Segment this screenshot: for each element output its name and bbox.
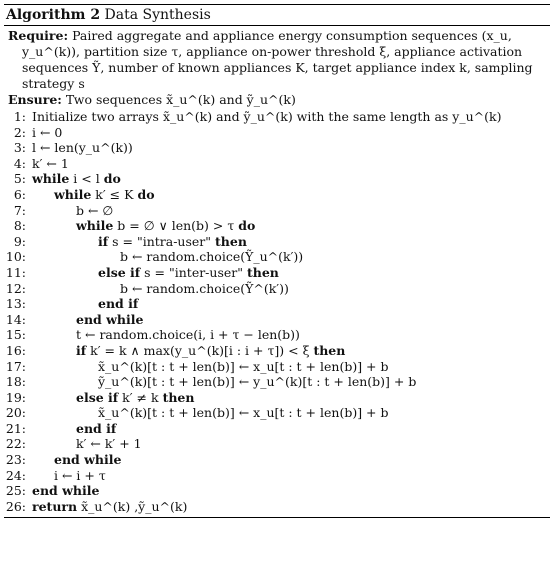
algorithm-line [4, 312, 550, 328]
line-text: k′ = k ∧ max(y_u^(k)[i : i + τ]) < ξ [90, 342, 310, 358]
algorithm-line [4, 343, 550, 359]
line-body [98, 234, 247, 250]
line-number: 16: [5, 342, 26, 358]
ensure-keyword: Ensure: [8, 92, 62, 107]
line-body [76, 343, 345, 359]
algorithm-line [4, 156, 550, 172]
line-body [76, 312, 143, 328]
line-number: 26: [5, 498, 26, 514]
line-number: 11: [5, 264, 26, 280]
line-text: x̃_u^(k)[t : t + len(b)] ← x_u[t : t + len(b)] + b [98, 358, 389, 374]
line-number: 12: [5, 280, 26, 296]
line-number: 17: [5, 358, 26, 374]
line-keyword-end: do [238, 218, 256, 234]
line-number: 8: [13, 218, 26, 234]
line-body [54, 468, 106, 484]
line-body [32, 109, 501, 125]
line-number: 4: [13, 155, 26, 171]
line-text: x̃_u^(k) ,ỹ_u^(k) [81, 498, 188, 514]
line-body [76, 421, 116, 437]
line-text: s = "inter-user" [144, 264, 243, 280]
line-keyword: return [32, 498, 78, 514]
algorithm-line [4, 421, 550, 437]
line-text: k′ ≠ k [122, 389, 159, 405]
line-text: k′ ≤ K [95, 186, 134, 202]
line-text: k′ ← k′ + 1 [76, 436, 142, 452]
line-body [32, 140, 133, 156]
line-number: 7: [13, 202, 26, 218]
line-keyword: end while [76, 311, 144, 327]
line-body [32, 156, 69, 172]
line-text: b = ∅ ∨ len(b) > τ [117, 218, 235, 234]
algorithm-line [4, 374, 550, 390]
line-number: 21: [5, 420, 26, 436]
algorithm-line [4, 327, 550, 343]
line-number: 10: [5, 249, 26, 265]
line-body [54, 452, 121, 468]
line-body [32, 125, 62, 141]
line-body [120, 249, 303, 265]
require-text: Paired aggregate and appliance energy consumption sequences (x_u, y_u^(k)), partition size τ, appliance on-power threshold ξ, appliance activation sequences Ỹ, number of known appliances K, target appliance index k, sampling strategy s [22, 28, 533, 91]
algorithm-line [4, 249, 550, 265]
line-body [98, 405, 389, 421]
bottom-rule [4, 517, 550, 518]
algorithm-line [4, 405, 550, 421]
algorithm-line [4, 218, 550, 234]
line-keyword: else if [76, 389, 119, 405]
algorithm-line [4, 390, 550, 406]
line-keyword: while [54, 186, 92, 202]
algorithm-label: Algorithm 2 [6, 7, 101, 23]
line-body [76, 390, 194, 406]
algorithm-block [4, 4, 550, 518]
line-number: 24: [5, 467, 26, 483]
line-keyword: end if [76, 420, 117, 436]
algorithm-line [4, 265, 550, 281]
algorithm-line [4, 109, 550, 125]
line-text: l ← len(y_u^(k)) [32, 140, 133, 156]
line-keyword-end: do [137, 186, 155, 202]
algorithm-line [4, 140, 550, 156]
line-body [32, 483, 99, 499]
ensure-text: Two sequences x̃_u^(k) and ỹ_u^(k) [65, 92, 296, 107]
line-number: 14: [5, 311, 26, 327]
line-number: 23: [5, 452, 26, 468]
line-body [98, 296, 138, 312]
ensure-clause [4, 92, 550, 108]
line-text: Initialize two arrays x̃_u^(k) and ỹ_u^(k) with the same length as y_u^(k) [32, 109, 502, 124]
line-text: x̃_u^(k)[t : t + len(b)] ← x_u[t : t + len(b)] + b [98, 405, 389, 421]
line-keyword: end if [98, 296, 139, 312]
line-text: b ← ∅ [76, 202, 114, 218]
line-keyword: while [76, 218, 114, 234]
line-keyword: end while [32, 483, 100, 499]
line-text: k′ ← 1 [32, 155, 69, 171]
line-keyword-end: then [313, 342, 346, 358]
line-number: 20: [5, 405, 26, 421]
algorithm-line [4, 125, 550, 141]
line-keyword: while [32, 171, 70, 187]
algorithm-line [4, 203, 550, 219]
line-number: 6: [13, 186, 26, 202]
algorithm-line [4, 187, 550, 203]
line-text: b ← random.choice(Ỹ_u^(k′)) [120, 249, 304, 265]
algorithm-line [4, 359, 550, 375]
line-body [98, 374, 416, 390]
line-body [76, 203, 113, 219]
line-body [76, 327, 300, 343]
line-body [98, 359, 389, 375]
algorithm-line [4, 296, 550, 312]
line-keyword-end: do [103, 171, 121, 187]
line-body [76, 218, 255, 234]
line-number: 1: [13, 109, 26, 124]
line-keyword: end while [54, 452, 122, 468]
algorithm-line [4, 499, 550, 515]
line-number: 19: [5, 389, 26, 405]
line-body [120, 281, 289, 297]
line-keyword-end: then [162, 389, 195, 405]
require-clause [4, 26, 550, 92]
line-number: 3: [13, 140, 26, 156]
algorithm-line [4, 281, 550, 297]
line-body [32, 171, 121, 187]
algorithm-line [4, 452, 550, 468]
line-text: i < l [73, 171, 100, 187]
line-text: b ← random.choice(Ỹ^(k′)) [120, 280, 289, 296]
line-keyword: else if [98, 264, 141, 280]
line-number: 5: [13, 171, 26, 187]
algorithm-line [4, 468, 550, 484]
line-keyword-end: then [246, 264, 279, 280]
algorithm-line [4, 483, 550, 499]
line-text: i ← i + τ [54, 467, 106, 483]
line-number: 13: [5, 296, 26, 312]
line-number: 9: [13, 233, 26, 249]
line-keyword-end: then [215, 233, 247, 249]
line-text: t ← random.choice(i, i + τ − len(b)) [76, 327, 300, 343]
line-number: 2: [13, 124, 26, 140]
line-body [76, 436, 142, 452]
line-number: 15: [5, 327, 26, 343]
algorithm-line [4, 436, 550, 452]
line-body [32, 499, 187, 515]
line-body [54, 187, 155, 203]
algorithm-caption [4, 5, 550, 25]
line-number: 18: [5, 374, 26, 390]
line-keyword: if [98, 233, 109, 249]
algorithm-line [4, 234, 550, 250]
line-number: 22: [5, 436, 26, 452]
line-text: s = "intra-user" [112, 233, 212, 249]
algorithm-lines [4, 109, 550, 514]
line-text: ỹ_u^(k)[t : t + len(b)] ← y_u^(k)[t : t + len(b)] + b [98, 374, 417, 390]
line-text: i ← 0 [32, 124, 63, 140]
line-keyword: if [76, 342, 87, 358]
line-body [98, 265, 279, 281]
algorithm-title: Data Synthesis [104, 7, 211, 23]
algorithm-line [4, 171, 550, 187]
line-number: 25: [5, 483, 26, 499]
require-keyword: Require: [8, 28, 69, 43]
